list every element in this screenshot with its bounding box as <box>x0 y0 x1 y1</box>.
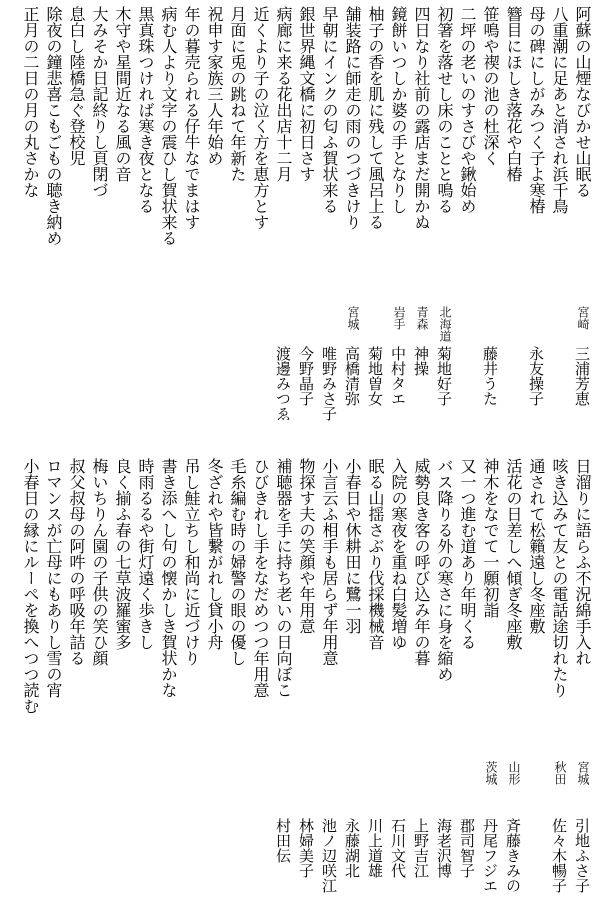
haiku-column <box>502 6 525 450</box>
haiku-column <box>180 458 203 903</box>
haiku-text: 病廊に来る花出店十二月 <box>274 6 293 182</box>
haiku-text: 月面に兎の跳ねて年新た <box>228 6 247 182</box>
haiku-column <box>180 6 203 450</box>
haiku-text: 阿蘇の山煙なびかせ山眠る <box>573 6 592 198</box>
author-name: 中村タエ <box>389 346 407 406</box>
haiku-column <box>456 458 479 903</box>
haiku-column <box>19 6 42 450</box>
haiku-text: 除夜の鐘悲喜こもごもの聴き納め <box>44 6 63 246</box>
haiku-text: 大みそか日記終りし頁閉づ <box>90 6 109 198</box>
haiku-text: 病む人より文字の震ひし賀状来る <box>159 6 178 246</box>
haiku-text: 又一つ進む道あり年明くる <box>458 458 477 650</box>
haiku-column <box>433 6 456 450</box>
haiku-text: 小春日の縁にルーペを換へつつ読む <box>21 458 40 714</box>
author-region: 宮崎 <box>576 306 590 330</box>
author-name: 佐々木暢子 <box>550 818 568 893</box>
haiku-text: 冬ざれや皆繋がれし貸小舟 <box>205 458 224 650</box>
haiku-column <box>525 6 548 450</box>
author-name: 高橋清弥 <box>343 346 361 406</box>
haiku-column <box>42 458 65 903</box>
author-name: 三浦芳恵 <box>573 346 591 406</box>
haiku-text: 梅いちりん園の子供の笑ひ顔 <box>90 458 109 666</box>
author-name: 永藤湖北 <box>343 818 361 878</box>
haiku-column <box>249 6 272 450</box>
haiku-column <box>571 6 594 450</box>
haiku-column <box>548 458 571 903</box>
haiku-text: 正月の二日の月の丸さかな <box>21 6 40 198</box>
author-name: 永友操子 <box>527 346 545 406</box>
bottom-section <box>0 458 600 903</box>
haiku-text: 年の暮売られる仔牛なでまはす <box>182 6 201 230</box>
haiku-column <box>88 6 111 450</box>
author-region: 秋田 <box>553 761 567 785</box>
haiku-column <box>65 458 88 903</box>
author-name: 村田伝 <box>274 818 292 863</box>
haiku-column <box>203 6 226 450</box>
haiku-text: 入院の寒夜を重ね白髪増ゆ <box>389 458 408 650</box>
author-name: 唯野みさ子 <box>320 346 338 421</box>
haiku-text: 早朝にインクの匂ふ賀状来る <box>320 6 339 214</box>
haiku-text: ひびきれし手をなだめつつ年用意 <box>251 458 270 698</box>
haiku-column <box>134 458 157 903</box>
author-region: 北海道 <box>438 306 452 342</box>
haiku-column <box>387 458 410 903</box>
haiku-text: 息白し陸橋急ぐ登校児 <box>67 6 86 166</box>
haiku-column <box>295 6 318 450</box>
haiku-text: 笹鳴や禊の池の杜深く <box>481 6 500 166</box>
haiku-text: 柚子の香を肌に残して風呂上る <box>366 6 385 230</box>
haiku-column <box>341 6 364 450</box>
haiku-column <box>272 6 295 450</box>
haiku-column <box>226 6 249 450</box>
haiku-column <box>410 458 433 903</box>
author-region: 茨城 <box>484 761 498 785</box>
haiku-column <box>548 6 571 450</box>
haiku-column <box>479 6 502 450</box>
haiku-text: 八重潮に足あと消され浜千鳥 <box>550 6 569 214</box>
haiku-column <box>318 6 341 450</box>
author-name: 海老沢博 <box>435 818 453 878</box>
author-name: 菊地好子 <box>435 346 453 406</box>
haiku-column <box>272 458 295 903</box>
haiku-text: 眠る山揺さぶり伐採機械音 <box>366 458 385 650</box>
author-name: 林婦美子 <box>297 818 315 878</box>
haiku-text: 小言云ふ相手も居らず年用意 <box>320 458 339 666</box>
top-section <box>0 6 600 450</box>
haiku-column <box>111 6 134 450</box>
haiku-text: バス降りる外の寒さに身を縮め <box>435 458 454 682</box>
haiku-text: 咳き込みて友との電話途切れたり <box>550 458 569 698</box>
haiku-column <box>571 458 594 903</box>
author-region: 岩手 <box>392 306 406 330</box>
author-name: 上野吉江 <box>412 818 430 878</box>
haiku-column <box>387 6 410 450</box>
haiku-text: 二坪の老いのすさびや鍬始め <box>458 6 477 214</box>
haiku-column <box>341 458 364 903</box>
author-region: 宮城 <box>346 306 360 330</box>
haiku-text: 良く揃ふ春の七草波羅蜜多 <box>113 458 132 650</box>
haiku-column <box>502 458 525 903</box>
author-region: 山形 <box>507 761 521 785</box>
haiku-text: 神木をなでて一願初詣 <box>481 458 500 618</box>
haiku-text: 活花の日差しへ傾ぎ冬座敷 <box>504 458 523 650</box>
haiku-column <box>42 6 65 450</box>
haiku-text: 吊し鮭立ちし和尚に近づけり <box>182 458 201 666</box>
haiku-column <box>364 458 387 903</box>
haiku-column <box>433 458 456 903</box>
haiku-column <box>525 458 548 903</box>
haiku-text: ロマンスが亡母にもありし雪の宵 <box>44 458 63 698</box>
haiku-column <box>157 6 180 450</box>
author-name: 郡司智子 <box>458 818 476 878</box>
haiku-text: 銀世界縄文橋に初日さす <box>297 6 316 182</box>
haiku-column <box>249 458 272 903</box>
haiku-column <box>318 458 341 903</box>
haiku-text: 叔父叔母の阿吽の呼吸年詰る <box>67 458 86 666</box>
haiku-text: 舗装路に師走の雨のつづきけり <box>343 6 362 230</box>
author-region: 青森 <box>415 306 429 330</box>
haiku-text: 毛糸編む時の婦警の眼の優し <box>228 458 247 666</box>
haiku-text: 祝申す家族三人年始め <box>205 6 224 166</box>
author-name: 神操 <box>412 346 430 376</box>
haiku-text: 威勢良き客の呼び込み年の暮 <box>412 458 431 666</box>
haiku-column <box>479 458 502 903</box>
haiku-text: 黒真珠つければ寒き夜となる <box>136 6 155 214</box>
author-region: 宮城 <box>576 761 590 785</box>
author-name: 斉藤きみの <box>504 818 522 893</box>
author-name: 川上道雄 <box>366 818 384 878</box>
haiku-column <box>157 458 180 903</box>
haiku-text: 補聴器を手に持ち老いの日向ぼこ <box>274 458 293 698</box>
haiku-column <box>295 458 318 903</box>
haiku-column <box>364 6 387 450</box>
haiku-text: 四日なり社前の露店まだ開かぬ <box>412 6 431 230</box>
haiku-column <box>65 6 88 450</box>
haiku-column <box>88 458 111 903</box>
haiku-text: 通されて松籟遠し冬座敷 <box>527 458 546 634</box>
author-name: 今野晶子 <box>297 346 315 406</box>
haiku-text: 木守や星間近なる風の音 <box>113 6 132 182</box>
haiku-column <box>111 458 134 903</box>
haiku-column <box>19 458 42 903</box>
haiku-column <box>134 6 157 450</box>
haiku-text: 時雨るるや街灯遠く歩きし <box>136 458 155 650</box>
haiku-text: 書き添へし句の懐かしき賀状かな <box>159 458 178 698</box>
haiku-column <box>226 458 249 903</box>
haiku-column <box>410 6 433 450</box>
haiku-text: 近くより子の泣く方を恵方とす <box>251 6 270 230</box>
author-name: 池ノ辺咲江 <box>320 818 338 893</box>
haiku-text: 物探す夫の笑顔や年用意 <box>297 458 316 634</box>
haiku-column <box>456 6 479 450</box>
haiku-text: 母の碑にしがみつく子よ寒椿 <box>527 6 546 214</box>
author-name: 藤井うた <box>481 346 499 406</box>
author-name: 渡邊みつゑ <box>274 346 292 421</box>
haiku-text: 日溜りに語らふ不況綿手入れ <box>573 458 592 666</box>
author-name: 菊地曽女 <box>366 346 384 406</box>
haiku-column <box>203 458 226 903</box>
haiku-text: 簪目にほしき落花や白椿 <box>504 6 523 182</box>
haiku-text: 鏡餅いつしか婆の手となりし <box>389 6 408 214</box>
author-name: 丹尾フジエ <box>481 818 499 893</box>
haiku-text: 小春日や休耕田に鷺一羽 <box>343 458 362 634</box>
author-name: 引地ふさ子 <box>573 818 591 893</box>
author-name: 石川文代 <box>389 818 407 878</box>
haiku-text: 初箸を落せし床のことと鳴る <box>435 6 454 214</box>
